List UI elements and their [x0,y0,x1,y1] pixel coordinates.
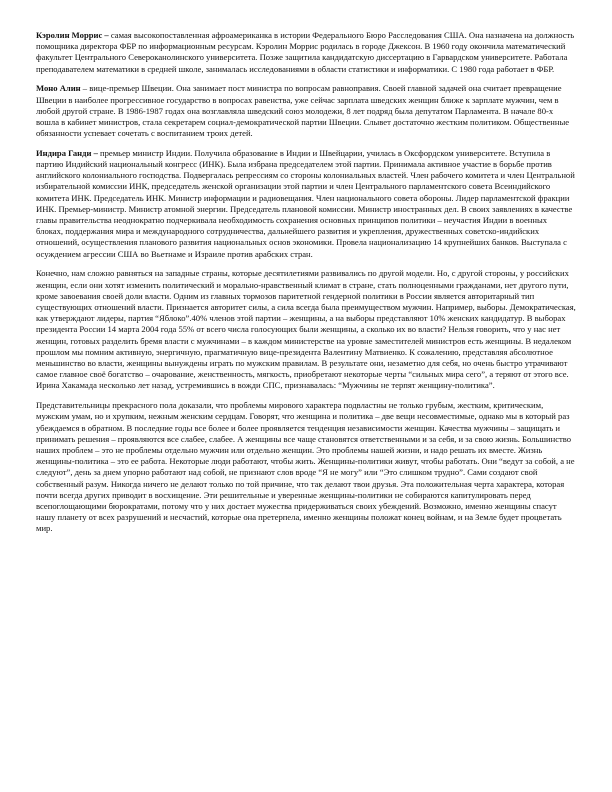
bio-name: Моно Алин [36,83,81,94]
bio-gandhi [36,148,576,260]
bio-name: Индира Ганди – [36,147,98,158]
bio-text: премьер министр Индии. Получила образование в Индии и Швейцарии, училась в Оксфордском университете. Вступила в партию Индийский национальный конгресс (ИНК). Была избрана председателем этой партии. Принимала активное участие в борьбе против английского колониального господства. Подвергалась репрессиям со стороны колониальных властей. Член рабочего комитета и член Центральной избирательной комиссии ИНК, председатель женской организации этой партии и член Центрального парламентского совета Всеиндийского комитета ИНК. Председатель ИНК. Министр информации и радиовещания. Член национального совета обороны. Лидер парламентской фракции ИНК. Премьер-министр. Министр атомной энергии. Председатель плановой комиссии. Министр иностранных дел. В своих заявлениях в качестве главы правительства неоднократно подчеркивала необходимость сохранения основных принципов политики – неучастия Индии в военных блоках, поддержания мира и международного сотрудничества, дальнейшего развития и укрепления, дружественных советско-индийских отношений, осуществления планового развития национальных основ экономики. Провела национализацию 14 крупнейших банков. Выступала с осуждением агрессии США во Вьетнаме и Израиле против арабских стран. [36,147,575,259]
bio-alin [36,83,576,139]
bio-morris [36,30,576,75]
body-paragraph: Представительницы прекрасного пола доказали, что проблемы мирового характера подвластны не только грубым, жестким, критическим, мужским умам, но и хрупким, нежным женским сердцам. Говорят, что женщина и политика – две вещи несовместимые, однако мы в который раз убеждаемся в обратном. В последние годы все более и более проявляется тенденция независимости женщин. Качества мужчины – защищать и принимать решения – проявляются все слабее, слабее. А женщины все чаще становятся ответственными и за себя, и за свою жизнь. Большинство наших проблем – это не проблемы отдельно мужчин или отдельно женщин. Это проблемы нашей жизни, и надо решать их вместе. Жизнь женщины-политика – это ее работа. Некоторые люди работают, чтобы жить. Женщины-политики живут, чтобы работать. Они “ведут за собой, а не следуют”, день за днем упорно работают над собой, не признают слов вроде “Я не могу” или “Это слишком трудно”. Сами создают свой собственный разум. Никогда ничего не делают только по той причине, что так делают твои друзья. Эта положительная черта характера, которая почти всегда других приводит в восхищение. Эти решительные и уверенные женщины-политики не собираются капитулировать перед всепоглощающими бюрократами, потому что у них достает мужества придерживаться своих убеждений. Возможно, именно женщины спасут нашу планету от всех разрушений и несчастий, которые она претерпела, именно женщины положат конец войнам, и на Земле будет процветать мир. [36,400,575,534]
bio-text: – вице-премьер Швеции. Она занимает пост министра по вопросам равноправия. Своей главной задачей она считает превращение Швеции в наиболее прогрессивное государство в вопросах равенства, уже сейчас зарплата шведских женщин ближе к зарплате мужчин, чем в любой другой стране. В 1986-1987 годах она возглавляла шведский союз молодежи, 8 лет подряд была депутатом Парламента. В начале 80-х вошла в кабинет министров, стала секретарем социал-демократической партии Швеции. Слывет достаточно жестким политиком. Общественные обязанности успевает сочетать с воспитанием троих детей. [36,83,570,139]
bio-text: самая высокопоставленная афроамериканка в истории Федерального Бюро Расследования США. Она назначена на должность помощника директора ФБР по информационным ресурсам. Кэролин Моррис родилась в городе Джексон. В 1960 году окончила математический факультет Центрального Североканолинского университета. Позже защитила кандидатскую диссертацию в Гарвардском университете. Работала преподавателем математики в средней школе, занималась исследованиями в области статистики и информатики. С 1980 года работает в ФБР. [36,30,575,74]
document-page [36,30,576,543]
bio-name: Кэролин Моррис – [36,30,109,40]
body-paragraph: Конечно, нам сложно равняться на западные страны, которые десятилетиями развивались по другой модели. Но, с другой стороны, у российских женщин, если они хотят изменить политический и морально-нравственный климат в стране, стать полноценными гражданами, нет другого пути, кроме завоевания своей доли власти. Одним из главных тормозов паритетной гендерной политики в России является авторитарный тип существующих отношений власти. Признается авторитет силы, а сила всегда была преимуществом мужчин. Например, выборы. Демократическая, как утверждают лидеры, партия “Яблоко”.40% членов этой партии – женщины, а на выборы представляют 10% женских кандидатур. В выборах президента России 14 марта 2004 года 55% от всего числа голосующих были женщины, а сколько их во власти? Нельзя говорить, что у нас нет женщин, готовых разделить бремя власти с мужчинами – в каждом министерстве на уровне заместителей министров есть женщины. В недалеком прошлом мы помним активную, энергичную, прагматичную вице-президента Валентину Матвиенко. К сожалению, представляя абсолютное меньшинство во власти, женщины вынуждены играть по мужским правилам. В результате они, незаметно для себя, но очень быстро утрачивают самое главное своё богатство – очарование, женственность, мягкость, приобретают некоторые черты “сильных мира сего”, а теряют от этого все. Ирина Хакамада несколько лет назад, устремившись в вожди СПС, признавалась: “Мужчины не терпят женщину-политика”. [36,268,576,391]
